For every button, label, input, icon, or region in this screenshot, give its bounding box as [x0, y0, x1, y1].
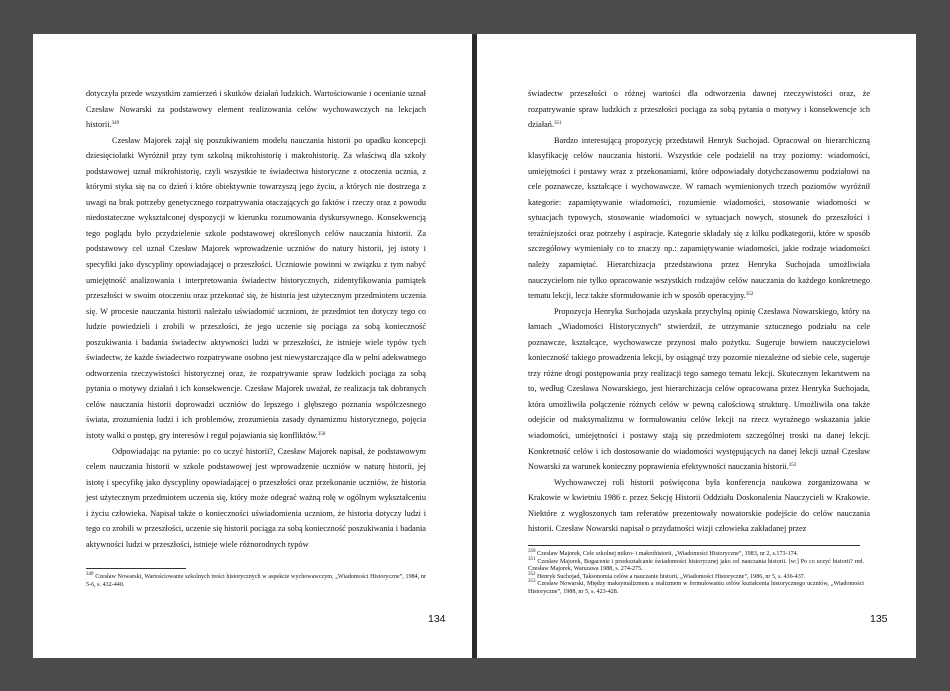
page-number-right: 135 [870, 613, 888, 625]
right-paragraph-4: Wychowawczej roli historii poświęcona była konferencja naukowa zorganizowana w Krakowie w kwietniu 1986 r. przez Sekcję Historii Oddziału Doskonalenia Nauczycieli w Krakowie. Niektóre z wygłoszonych tam referatów prezentowały nowatorskie podejście do celów nauczania historii. Czesław Nowarski napisał o przydatności wizji człowieka zakładanej przez [528, 477, 870, 534]
page-number-left: 134 [428, 613, 446, 625]
footnote-352: $^{352}$ Henryk Suchojad, Taksonomia celów a nauczanie historii, „Wiadomości Historyczne”, 1986, nr 5, s. 436-437. [528, 571, 806, 580]
right-paragraph-3: Propozycja Henryka Suchojada uzyskała przychylną opinię Czesława Nowarskiego, który na łamach „Wiadomości Historycznych” stwierdził, że utrzymanie sztucznego podziału na cele poznawcze, kształcące, wychowawcze przynosi mało pożytku. Sugeruje bowiem nauczycielowi konieczność takiego prowadzenia lekcji, by osiągnąć trzy pozornie niezależne od siebie cele, sugeruje trzy różne drogi postępowania przy realizacji tego samego tematu lekcji. Skutecznym lekarstwem na to, według Czesława Nowarskiego, jest hierarchizacja celów opracowana przez Henryka Suchojada, która umożliwiła połączenie różnych celów w pewną całościową strukturę. Umożliwiła ona także odejście od maksymalizmu w formułowaniu celów lekcji na rzecz wyraźnego wskazania jakie wiadomości, umiejętności i postawy stają się przedmiotem szczególnej troski na danej lekcji. Konkretność celów i ich dostosowanie do wiadomości występujących na danej lekcji uznał Czesław Nowarski za warunek konieczny poprawienia efektywności nauczania historii.$^{353}$ [528, 306, 870, 472]
right-footnote-separator [528, 545, 860, 546]
footnote-ref-350[interactable]: 350 [317, 432, 326, 438]
footnote-350: $^{350}$ Czesław Majorek, Cele szkolnej mikro- i makrohistorii, „Wiadomości Historyczne”, 1983, nr 2, s.173-174. [528, 549, 799, 557]
footnote-351: $^{351}$ Czesław Majorek, Bogacenie i przekształcanie świadomości historycznej jako cel nauczania historii. [w:] Po co uczyć historii? red. Czesław Majorek, Warszawa 1988, s. 274-275. [528, 556, 864, 573]
right-paragraph-1: świadectw przeszłości o różnej wartości dla odtworzenia dawnej rzeczywistości oraz, że rozpatrywanie spraw ludzkich z przeszłości pociąga za sobą pytania o motywy i konsekwencje ich działań.$^{351}$ [528, 89, 870, 130]
right-footnotes [528, 551, 864, 597]
footnote-353: $^{353}$ Czesław Nowarski, Między maksymalizmem a realizmem w formułowaniu celów kształcenia historycznego uczniów, „Wiadomości Historyczne”, 1988, nr 5, s. 423-428. [528, 579, 865, 595]
footnote-ref-349[interactable]: 349 [111, 121, 120, 127]
right-page [477, 34, 916, 658]
left-page [33, 34, 472, 658]
left-footnotes [86, 574, 426, 589]
right-paragraph-2: Bardzo interesującą propozycję przedstawił Henryk Suchojad. Opracował on hierarchiczną klasyfikację celów nauczania historii. Wszystkie cele podzielił na trzy poziomy: wiadomości, umiejętności i postawy wraz z przekonaniami, które odpowiadały dotychczasowemu podziałowi na cele poznawcze, kształcące i wychowawcze. W ramach wymienionych trzech poziomów wyróżnił kategorie: zapamiętywanie wiadomości, rozumienie wiadomości, stosowanie wiadomości w sytuacjach typowych, stosowanie wiadomości w sytuacjach nowych, stosunek do przeszłości i teraźniejszości oraz potrzeby i aspiracje. Kategorie składały się z kilku podkategorii, które w sposób szczegółowy wymieniały co to znaczy np.: zapamiętywanie wiadomości, jakie rodzaje wiadomości należy zapamiętać. Hierarchizacja przedstawiona przez Henryka Suchojada umożliwiała nauczycielom nie tylko opracowanie wszystkich rodzajów celów nauczania do każdego konkretnego tematu lekcji, lecz także sformułowanie ich w sposób operacyjny.$^{352}$ [528, 135, 870, 301]
left-paragraph-1: dotyczyła przede wszystkim zamierzeń i skutków działań ludzkich. Wartościowanie i ocenianie uznał Czesław Nowarski za podstawowy element realizowania celów wychowawczych na lekcjach historii.$^{349}$ [86, 89, 426, 130]
left-paragraph-2: Czesław Majorek zajął się poszukiwaniem modelu nauczania historii po upadku koncepcji dziesięciolatki Wyróżnił przy tym szkolną mikrohistorię i makrohistorię. Za właściwą dla szkoły podstawowej uznał mikrohistorię, czyli wszystkie te świadectwa historyczne z otoczenia ucznia, z którymi styka się na co dzień i które obiektywnie towarzyszą jego życiu, a których nie dostrzega z uwagi na brak potrzeby genetycznego rozpatrywania otaczających go faktów i rzeczy oraz z powodu niedostateczne wykształconej dyspozycji w kierunku rozumowania dyskursywnego. Konsekwencją tego poglądu było przydzielenie szkole podstawowej określonych celów nauczania historii. Za podstawowy cel uznał Czesław Majorek wprowadzenie uczniów do natury historii, jej istoty i specyfiki jako dyscypliny opowiadającej o przeszłości. Uczniowie powinni w związku z tym nabyć umiejętność analizowania i interpretowania świadectw historycznych, zidentyfikowania pamiątek przeszłości w swoim otoczeniu oraz przekonać się, że historia jest użytecznym przedmiotem uczenia się. W procesie nauczania historii należało uświadomić uczniom, że przedmiot ten dotyczy tego co ludzie powiedzieli i zrobili w przeszłości, że jego uczenie się pociąga za sobą konieczność poszukiwania i badania świadectw aktywności ludzi w przeszłości, że istnieje wiele typów tych świadectw, że każde świadectwo rozpatrywane osobno jest niewystarczające dla w pełni adekwatnego odtworzenia rzeczywistości historycznej oraz, że rozpatrywanie spraw ludzkich pociąga za sobą pytania o motywy działań i ich konsekwencje. Czesław Majorek uważał, że realizacja tak dobranych celów nauczania historii doprowadzi uczniów do lepszego i głębszego poznania współczesnego świata, zrozumienia ludzi i ich problemów, zrozumienia zasady dynamizmu historycznego, pojęcia istoty walki o postęp, gry interesów i reguł pojawiania się konfliktów.$^{350}$ [86, 135, 426, 441]
left-footnote-separator [86, 568, 186, 569]
right-body-text [528, 86, 870, 537]
footnote-349: $^{349}$ Czesław Nowarski, Wartościowanie szkolnych treści historycznych w aspekcie wychowawczym, „Wiadomości Historyczne”, 1984, nr 5-6, s. 432-440. [86, 572, 426, 588]
left-body-text [86, 86, 426, 552]
footnote-ref-351[interactable]: 351 [554, 121, 562, 127]
left-paragraph-3: Odpowiadając na pytanie: po co uczyć historii?, Czesław Majorek napisał, że podstawowym celem nauczania historii w szkole podstawowej jest wprowadzenie uczniów w naturę historii, jej istotę i specyfikę jako dyscypliny opowiadającej o przeszłości oraz przekonanie uczniów, że historia jest użytecznym przedmiotem uczenia się, który może odegrać ważną rolę w ogólnym wykształceniu i życiu człowieka. Napisał także o konieczności uświadomienia uczniom, że historia dotyczy ludzi i tego co zrobili w przeszłości, uczenie się historii pociąga za sobą konieczność poszukiwania i badania aktywności ludzi w przeszłości, istnieje wiele różnorodnych typów [86, 446, 426, 549]
footnote-ref-352[interactable]: 352 [745, 292, 754, 298]
footnote-ref-353[interactable]: 353 [788, 463, 797, 469]
